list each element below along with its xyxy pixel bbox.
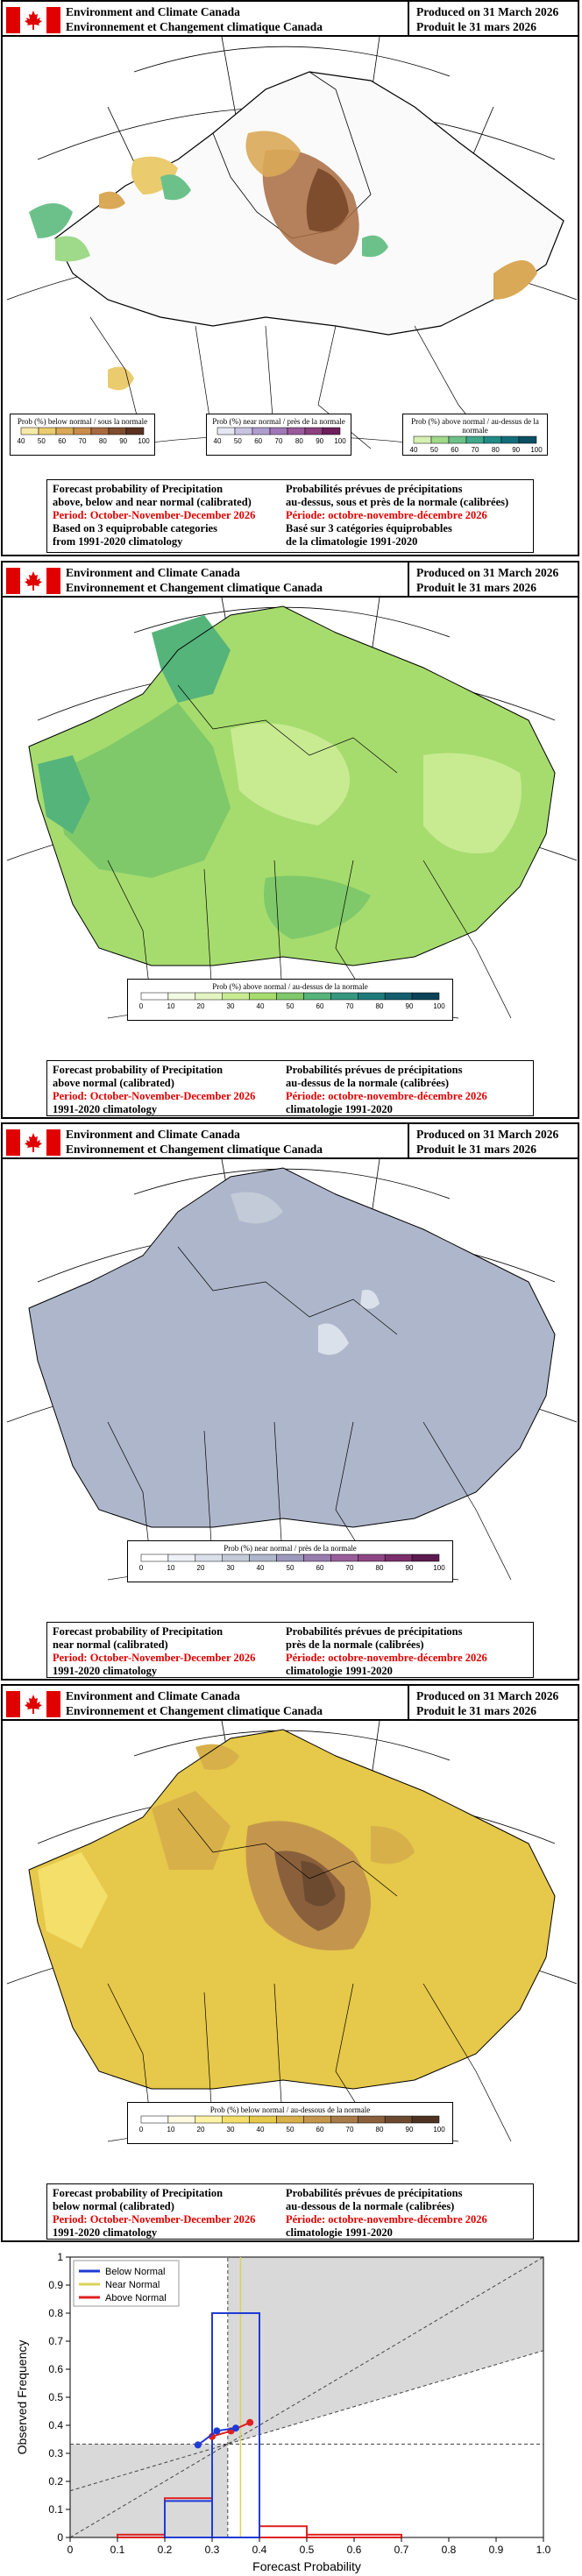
org-name-en: Environment and Climate Canada <box>66 1128 240 1141</box>
legend-swatch <box>385 993 412 1000</box>
legend-swatch <box>412 1554 439 1561</box>
legend-tick-label: 30 <box>226 1564 235 1572</box>
legend-swatch <box>501 436 519 443</box>
legend-swatch <box>330 2116 358 2123</box>
legend-tick-label: 30 <box>226 2126 235 2134</box>
y-tick-label: 0.9 <box>48 2279 63 2291</box>
footer-fr: Probabilités prévues de précipitations au-dessous de la normale (calibrées) Période: octobre-novembre-décembre 2026 climatologie 1991-2020 <box>286 2187 487 2239</box>
panel-header <box>3 563 578 598</box>
legend-tick-label: 90 <box>512 446 521 454</box>
legend-tick-label: 40 <box>17 437 25 445</box>
legend-swatch <box>250 1554 277 1561</box>
footer-en: Forecast probability of Precipitation below normal (calibrated) Period: October-November-December 2026 1991-2020 climatology <box>53 2187 256 2239</box>
canada-map <box>3 1721 578 2244</box>
legend-swatch <box>414 436 431 443</box>
legend-swatch <box>519 436 536 443</box>
y-tick-label: 0.6 <box>48 2363 63 2375</box>
legend-tick-label: 60 <box>316 1564 324 1572</box>
legend-swatch <box>223 1554 250 1561</box>
legend-tick-label: 60 <box>58 437 67 445</box>
y-tick-label: 1 <box>57 2251 63 2263</box>
x-tick-label: 0.4 <box>252 2544 267 2556</box>
legend-swatch <box>56 428 74 435</box>
footer-fr: Probabilités prévues de précipitations au-dessus, sous et près de la normale (calibrées) Période: octobre-novembre-décembre 2026 Basé sur 3 catégories équiprobables de la climatologie 1991-2020 <box>286 483 509 548</box>
legend-tick-label: 70 <box>471 446 479 454</box>
reliability-chart <box>0 2243 582 2576</box>
legend-tick-label: 100 <box>433 1002 445 1010</box>
legend-tick-label: 60 <box>316 2126 324 2134</box>
legend-title: Prob (%) below normal / au-dessous de la normale <box>209 2105 371 2114</box>
legend-entry: Below Normal <box>105 2267 166 2277</box>
legend-tick-label: 70 <box>274 437 283 445</box>
legend-tick-label: 0 <box>138 2126 144 2134</box>
legend-swatch <box>385 1554 412 1561</box>
legend-swatch <box>168 2116 195 2123</box>
legend-swatch <box>91 428 109 435</box>
histogram-bar-above <box>307 2535 401 2537</box>
legend-swatch <box>277 2116 304 2123</box>
legend-swatch <box>195 2116 223 2123</box>
footer-en: Forecast probability of Precipitation above, below and near normal (calibrated) Period: October-November-December 2026 Based on 3 equiprobable categories from 1991-2020 climatology <box>53 483 256 548</box>
legend-tick-label: 10 <box>167 1002 175 1010</box>
canada-flag-icon <box>6 7 60 33</box>
legend-tick-label: 60 <box>316 1002 324 1010</box>
org-name-fr: Environnement et Changement climatique Canada <box>66 581 323 594</box>
canada-map <box>3 598 578 1121</box>
legend-swatch <box>270 428 287 435</box>
legend-tick-label: 80 <box>375 1564 384 1572</box>
org-name-fr: Environnement et Changement climatique Canada <box>66 1143 323 1156</box>
y-axis-label: Observed Frequency <box>15 2339 29 2455</box>
legend-tick-label: 50 <box>286 1002 295 1010</box>
legend-swatch <box>21 428 39 435</box>
legend-tick-label: 20 <box>196 2126 205 2134</box>
legend-tick-label: 80 <box>375 2126 384 2134</box>
legend-tick-label: 100 <box>433 2126 445 2134</box>
legend-tick-label: 100 <box>334 437 346 445</box>
legend-tick-label: 100 <box>530 446 543 454</box>
legend-below-normal <box>10 414 155 456</box>
above-normal-map-panel <box>1 561 579 1119</box>
legend-tick-label: 10 <box>167 1564 175 1572</box>
legend-tick-label: 0 <box>138 1564 144 1572</box>
legend-swatch <box>358 993 385 1000</box>
legend-near-normal <box>127 1540 453 1582</box>
legend-swatch <box>39 428 56 435</box>
legend-swatch <box>141 993 168 1000</box>
legend-swatch <box>223 2116 250 2123</box>
produced-date: Produced on 31 March 2026 Produit le 31 mars 2026 <box>408 2 574 35</box>
legend-tick-label: 60 <box>451 446 459 454</box>
legend-swatch <box>217 428 235 435</box>
footer-fr: Probabilités prévues de précipitations près de la normale (calibrées) Période: octobre-novembre-décembre 2026 climatologie 1991-2020 <box>286 1625 487 1677</box>
panel-header <box>3 1686 578 1721</box>
panel-footer <box>46 2183 534 2240</box>
below-normal-point <box>195 2441 202 2448</box>
legend-tick-label: 50 <box>286 2126 295 2134</box>
legend-tick-label: 30 <box>226 1002 235 1010</box>
legend-tick-label: 80 <box>375 1002 384 1010</box>
panel-footer <box>46 1622 534 1678</box>
y-tick-label: 0.4 <box>48 2419 63 2431</box>
canada-flag-icon <box>6 568 60 594</box>
legend-swatch <box>223 993 250 1000</box>
legend-tick-label: 70 <box>78 437 87 445</box>
below-normal-point <box>213 2427 220 2434</box>
legend-swatch <box>303 2116 330 2123</box>
legend-tick-label: 50 <box>286 1564 295 1572</box>
legend-swatch <box>168 993 195 1000</box>
x-tick-label: 0.1 <box>110 2544 125 2556</box>
legend-title: Prob (%) near normal / près de la normale <box>212 417 345 426</box>
legend-tick-label: 70 <box>345 2126 354 2134</box>
tercile-map-panel <box>1 0 579 556</box>
canada-flag-icon <box>6 1691 60 1717</box>
legend-tick-label: 70 <box>345 1002 354 1010</box>
legend-tick-label: 90 <box>316 437 324 445</box>
legend-swatch <box>250 2116 277 2123</box>
legend-tick-label: 20 <box>196 1002 205 1010</box>
legend-tick-label: 40 <box>256 2126 265 2134</box>
legend-swatch <box>109 428 126 435</box>
legend-swatch <box>195 1554 223 1561</box>
canada-map <box>3 1159 578 1682</box>
legend-swatch <box>412 993 439 1000</box>
org-name-fr: Environnement et Changement climatique Canada <box>66 20 323 33</box>
legend-colorbar <box>137 991 444 1010</box>
legend-swatch <box>250 993 277 1000</box>
y-tick-label: 0.7 <box>48 2335 63 2347</box>
y-tick-label: 0.2 <box>48 2475 63 2488</box>
org-name-fr: Environnement et Changement climatique Canada <box>66 1704 323 1717</box>
skill-region <box>228 2257 543 2444</box>
x-tick-label: 0.5 <box>299 2544 315 2556</box>
legend-title: Prob (%) below normal / sous la normale <box>17 417 148 426</box>
panel-footer <box>46 479 534 553</box>
y-tick-label: 0 <box>57 2531 63 2544</box>
produced-date: Produced on 31 March 2026 Produit le 31 mars 2026 <box>408 1686 574 1719</box>
legend-colorbar <box>17 426 148 445</box>
legend-swatch <box>412 2116 439 2123</box>
panel-header <box>3 2 578 37</box>
legend-tick-label: 80 <box>295 437 303 445</box>
legend-tick-label: 40 <box>256 1002 265 1010</box>
chart-legend <box>74 2261 179 2306</box>
legend-swatch <box>126 428 144 435</box>
legend-swatch <box>449 436 466 443</box>
legend-swatch <box>466 436 484 443</box>
legend-entry: Near Normal <box>105 2280 160 2290</box>
legend-swatch <box>277 1554 304 1561</box>
legend-tick-label: 40 <box>213 437 222 445</box>
legend-tick-label: 90 <box>119 437 128 445</box>
panel-header <box>3 1124 578 1159</box>
legend-swatch <box>323 428 340 435</box>
legend-swatch <box>141 2116 168 2123</box>
x-tick-label: 0.8 <box>441 2544 457 2556</box>
below-normal-map-panel <box>1 1684 579 2242</box>
x-tick-label: 0.6 <box>346 2544 362 2556</box>
x-tick-label: 1.0 <box>536 2544 551 2556</box>
legend-tick-label: 50 <box>37 437 46 445</box>
x-tick-label: 0.2 <box>157 2544 173 2556</box>
y-tick-label: 0.3 <box>48 2447 63 2459</box>
legend-swatch <box>330 993 358 1000</box>
legend-above-normal <box>402 414 548 456</box>
legend-swatch <box>330 1554 358 1561</box>
legend-swatch <box>484 436 501 443</box>
footer-en: Forecast probability of Precipitation near normal (calibrated) Period: October-November-December 2026 1991-2020 climatology <box>53 1625 256 1677</box>
footer-en: Forecast probability of Precipitation above normal (calibrated) Period: October-November-December 2026 1991-2020 climatology <box>53 1064 256 1115</box>
legend-tick-label: 50 <box>233 437 242 445</box>
legend-tick-label: 40 <box>256 1564 265 1572</box>
footer-fr: Probabilités prévues de précipitations au-dessus de la normale (calibrées) Période: octobre-novembre-décembre 2026 climatologie 1991-2020 <box>286 1064 487 1115</box>
legend-tick-label: 80 <box>98 437 107 445</box>
x-axis-label: Forecast Probability <box>252 2559 361 2573</box>
legend-title: Prob (%) near normal / près de la normale <box>224 1544 357 1553</box>
legend-tick-label: 0 <box>138 1002 144 1010</box>
legend-colorbar <box>137 2114 444 2134</box>
legend-tick-label: 90 <box>405 1564 414 1572</box>
y-tick-label: 0.5 <box>48 2391 63 2403</box>
legend-colorbar <box>137 1553 444 1572</box>
legend-swatch <box>277 993 304 1000</box>
legend-below-normal <box>127 2102 453 2144</box>
org-name-en: Environment and Climate Canada <box>66 5 240 18</box>
legend-tick-label: 100 <box>138 437 150 445</box>
legend-tick-label: 90 <box>405 1002 414 1010</box>
above-normal-point <box>246 2419 253 2426</box>
legend-swatch <box>74 428 91 435</box>
near-normal-map-panel <box>1 1122 579 1681</box>
produced-date: Produced on 31 March 2026 Produit le 31 mars 2026 <box>408 563 574 596</box>
legend-swatch <box>141 1554 168 1561</box>
legend-tick-label: 90 <box>405 2126 414 2134</box>
legend-near-normal <box>206 414 351 456</box>
canada-flag-icon <box>6 1129 60 1156</box>
legend-swatch <box>195 993 223 1000</box>
legend-swatch <box>358 2116 385 2123</box>
legend-entry: Above Normal <box>105 2293 167 2304</box>
legend-swatch <box>303 993 330 1000</box>
legend-title: Prob (%) above normal / au-dessus de la normale <box>411 417 539 435</box>
legend-swatch <box>235 428 252 435</box>
x-tick-label: 0.9 <box>488 2544 504 2556</box>
legend-tick-label: 70 <box>345 1564 354 1572</box>
produced-date: Produced on 31 March 2026 Produit le 31 mars 2026 <box>408 1124 574 1157</box>
legend-tick-label: 60 <box>254 437 263 445</box>
legend-swatch <box>305 428 323 435</box>
legend-above-normal <box>127 979 453 1021</box>
x-tick-label: 0.7 <box>394 2544 409 2556</box>
legend-tick-label: 40 <box>409 446 418 454</box>
org-name-en: Environment and Climate Canada <box>66 566 240 579</box>
legend-swatch <box>358 1554 385 1561</box>
legend-swatch <box>303 1554 330 1561</box>
legend-tick-label: 80 <box>491 446 500 454</box>
legend-colorbar <box>213 426 344 445</box>
legend-tick-label: 20 <box>196 1564 205 1572</box>
legend-swatch <box>385 2116 412 2123</box>
below-normal-point <box>232 2424 239 2431</box>
y-tick-label: 0.1 <box>48 2503 63 2516</box>
legend-title: Prob (%) above normal / au-dessus de la normale <box>212 982 368 991</box>
legend-tick-label: 100 <box>433 1564 445 1572</box>
legend-tick-label: 10 <box>167 2126 175 2134</box>
legend-swatch <box>168 1554 195 1561</box>
panel-footer <box>46 1060 534 1116</box>
legend-swatch <box>252 428 270 435</box>
y-tick-label: 0.8 <box>48 2307 63 2319</box>
org-name-en: Environment and Climate Canada <box>66 1689 240 1702</box>
legend-tick-label: 50 <box>429 446 438 454</box>
histogram-bar-above <box>259 2526 307 2537</box>
x-tick-label: 0.3 <box>204 2544 220 2556</box>
legend-swatch <box>287 428 305 435</box>
legend-swatch <box>431 436 449 443</box>
x-tick-label: 0 <box>67 2544 74 2556</box>
legend-colorbar <box>409 435 541 454</box>
